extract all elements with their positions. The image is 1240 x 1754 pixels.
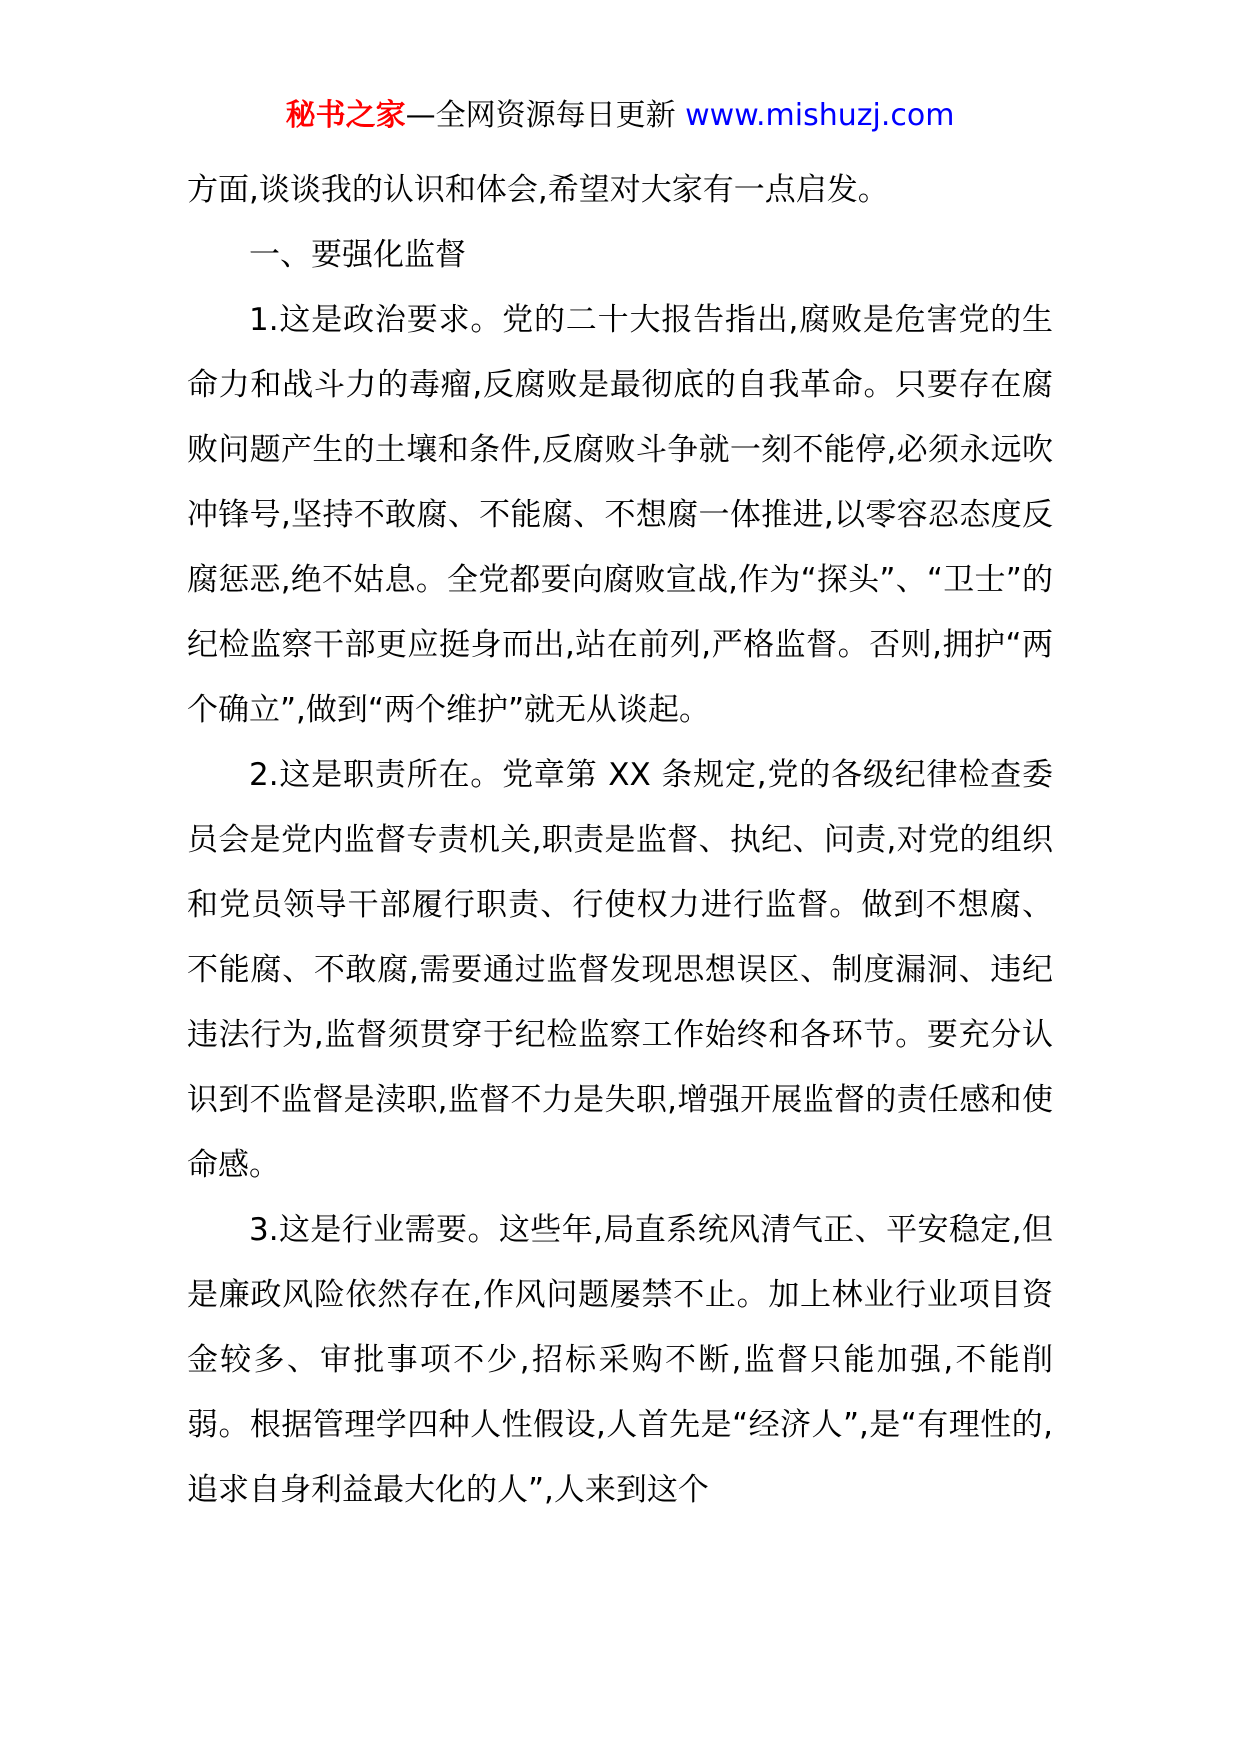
document-body — [187, 158, 1053, 1523]
header-tagline: —全网资源每日更新 — [405, 98, 676, 133]
paragraph-point-1: 1.这是政治要求。党的二十大报告指出,腐败是危害党的生命力和战斗力的毒瘤,反腐败是最彻底的自我革命。只要存在腐败问题产生的土壤和条件,反腐败斗争就一刻不能停,必须永远吹冲锋号,坚持不敢腐、不能腐、不想腐一体推进,以零容忍态度反腐惩恶,绝不姑息。全党都要向腐败宣战,作为“探头”、“卫士”的纪检监察干部更应挺身而出,站在前列,严格监督。否则,拥护“两个确立”,做到“两个维护”就无从谈起。 — [187, 302, 1053, 728]
brand-name: 秘书之家 — [285, 98, 406, 133]
site-url-link[interactable]: www.mishuzj.com — [685, 98, 955, 133]
paragraph-point-2: 2.这是职责所在。党章第 XX 条规定,党的各级纪律检查委员会是党内监督专责机关,职责是监督、执纪、问责,对党的组织和党员领导干部履行职责、行使权力进行监督。做到不想腐、不能腐、不敢腐,需要通过监督发现思想误区、制度漏洞、违纪违法行为,监督须贯穿于纪检监察工作始终和各环节。要充分认识到不监督是渎职,监督不力是失职,增强开展监督的责任感和使命感。 — [187, 757, 1053, 1183]
site-header — [0, 96, 1240, 136]
paragraph-point-3: 3.这是行业需要。这些年,局直系统风清气正、平安稳定,但是廉政风险依然存在,作风问题屡禁不止。加上林业行业项目资金较多、审批事项不少,招标采购不断,监督只能加强,不能削弱。根据管理学四种人性假设,人首先是“经济人”,是“有理性的,追求自身利益最大化的人”,人来到这个 — [187, 1212, 1053, 1508]
section-heading: 一、要强化监督 — [249, 237, 466, 273]
paragraph-intro-continuation: 方面,谈谈我的认识和体会,希望对大家有一点启发。 — [187, 172, 889, 208]
